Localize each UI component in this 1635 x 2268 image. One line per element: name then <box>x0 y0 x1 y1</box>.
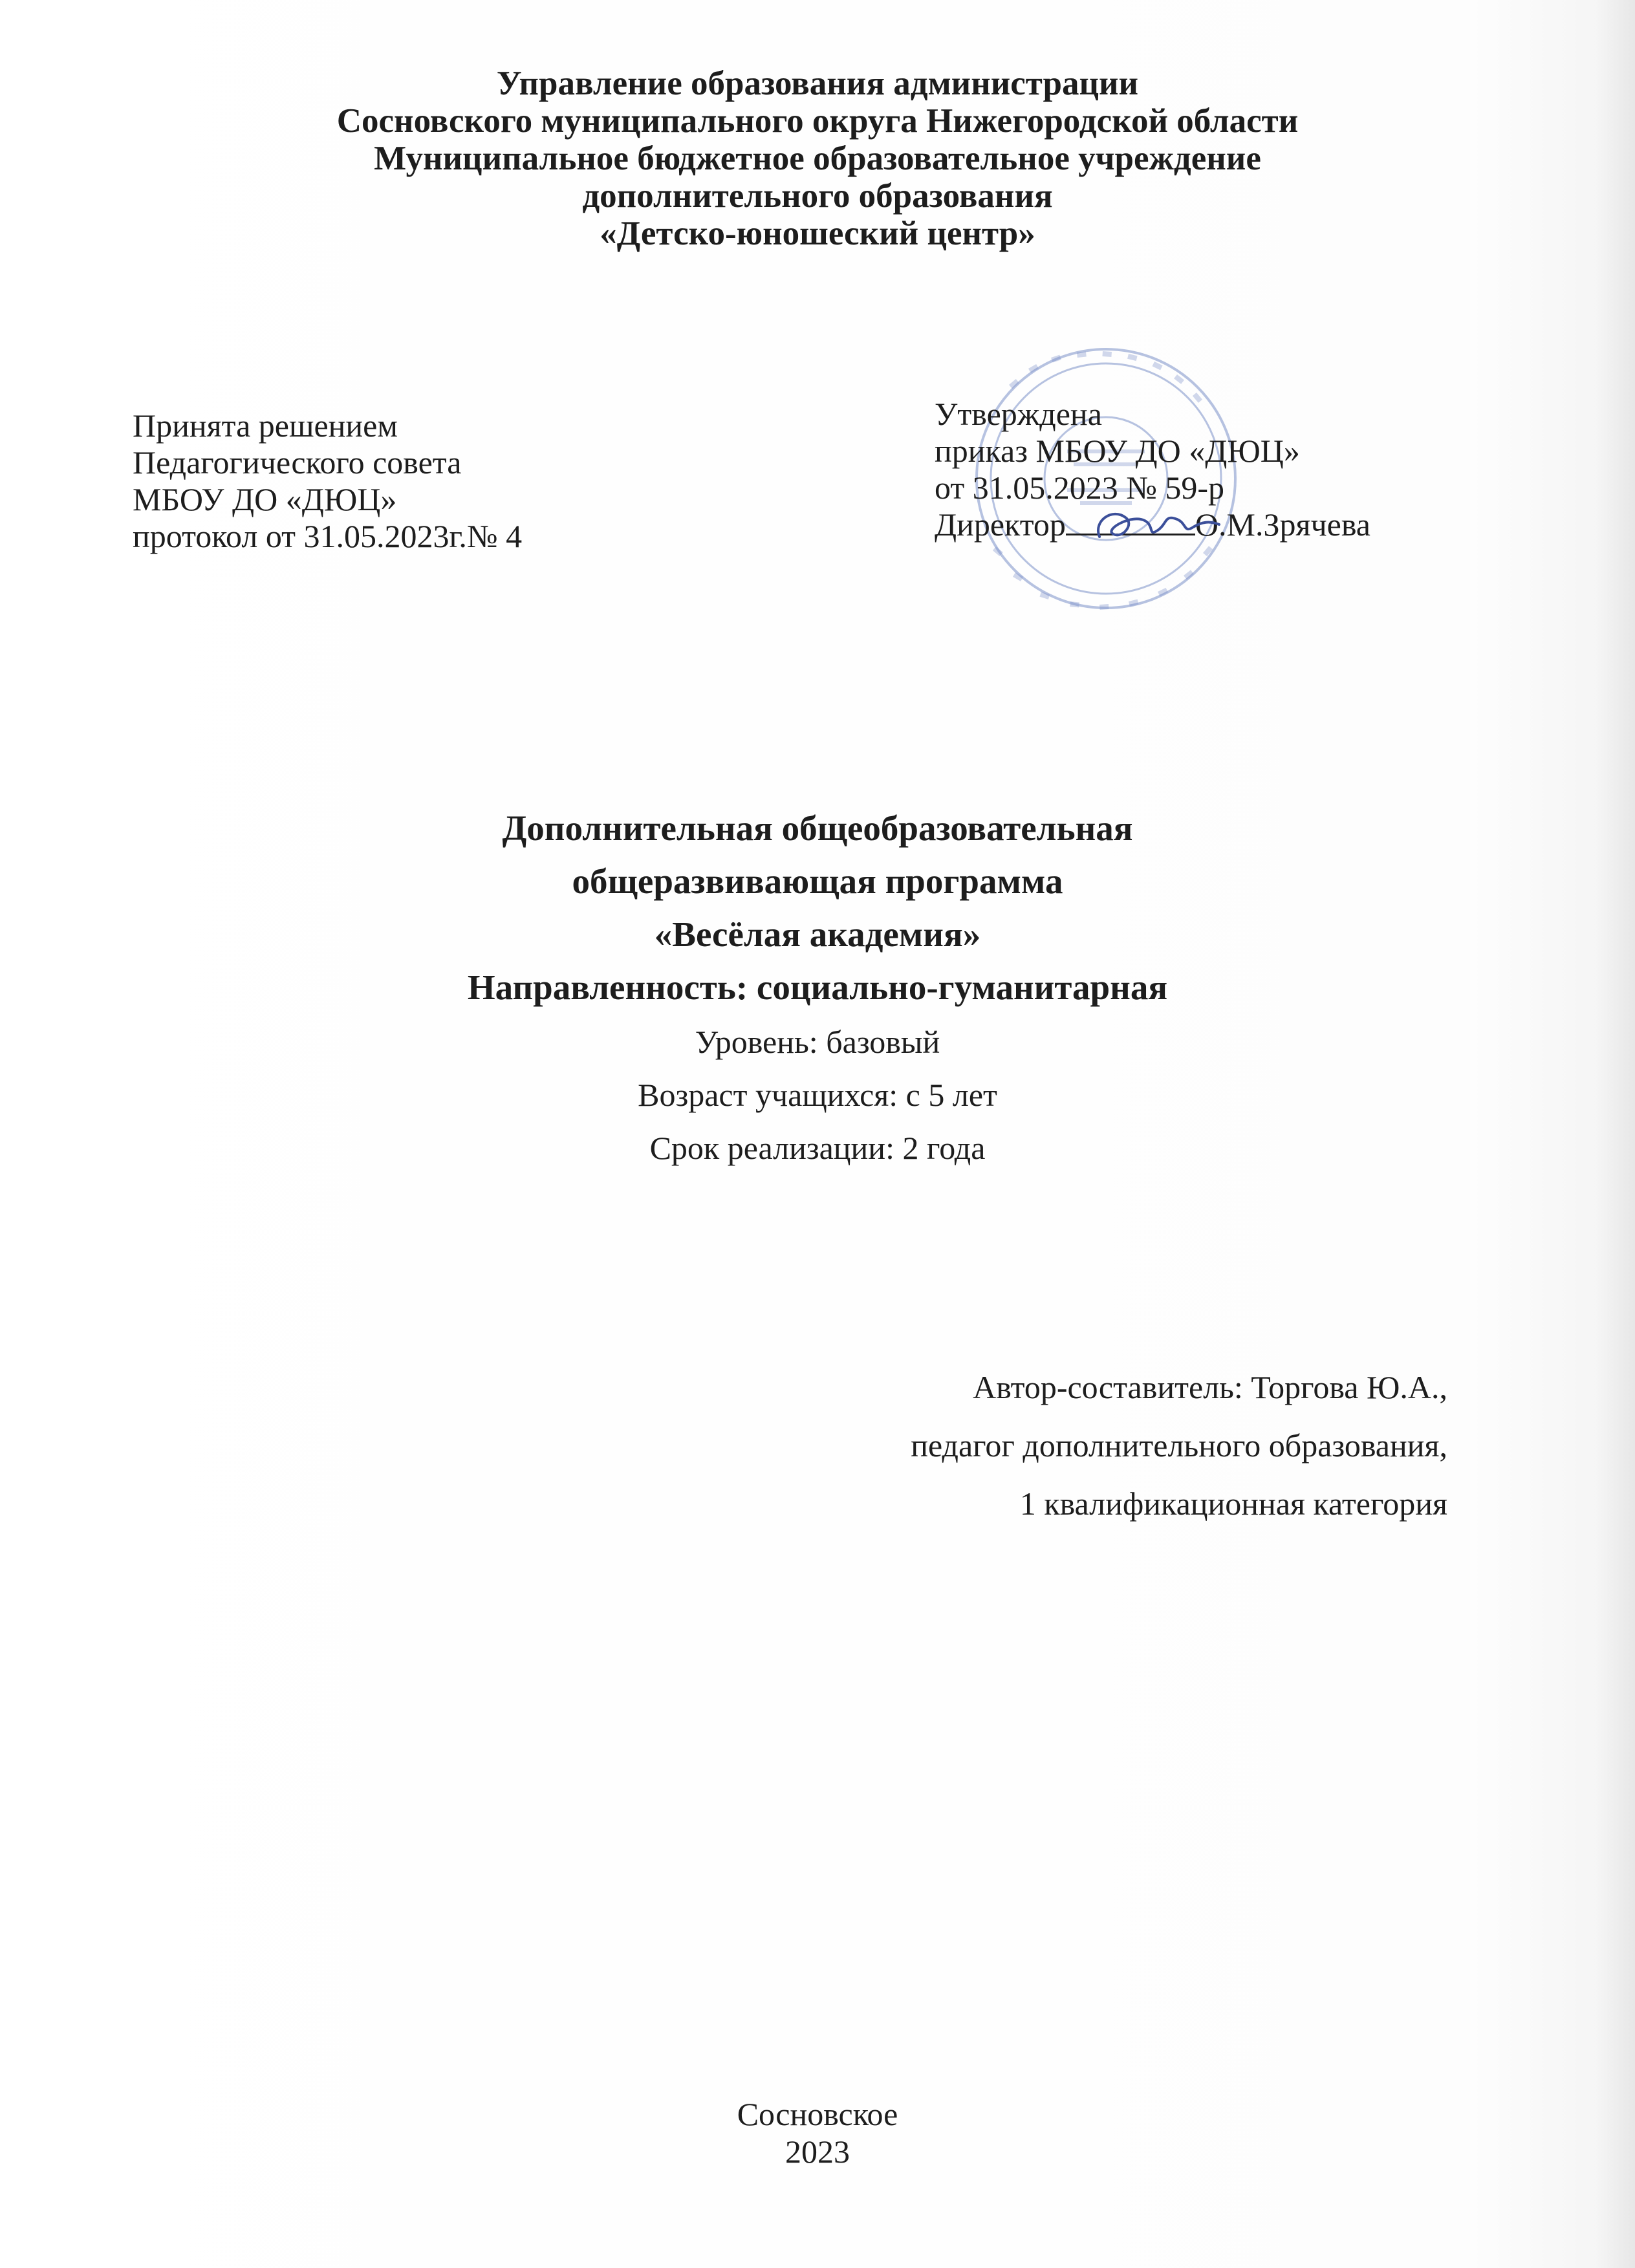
header-line-3: Муниципальное бюджетное образовательное учреждение <box>374 140 1261 177</box>
header-line-4: дополнительного образования <box>582 177 1053 215</box>
approval-right-line-1: Утверждена <box>935 396 1102 432</box>
author-line-3: 1 квалификационная категория <box>1019 1485 1447 1522</box>
program-term: Срок реализации: 2 года <box>649 1130 986 1166</box>
director-signature <box>1087 501 1229 553</box>
approval-pedagogical-council <box>133 407 522 555</box>
author-line-2: педагог дополнительного образования, <box>911 1427 1447 1463</box>
program-title-line-2: общеразвивающая программа <box>572 861 1063 901</box>
program-title-line-1: Дополнительная общеобразовательная <box>502 808 1133 848</box>
place-year-block <box>0 2095 1635 2170</box>
author-block <box>911 1358 1447 1533</box>
approval-left-line-3: МБОУ ДО «ДЮЦ» <box>133 481 397 517</box>
place: Сосновское <box>737 2096 898 2132</box>
approval-left-line-4: протокол от 31.05.2023г.№ 4 <box>133 518 523 554</box>
program-level: Уровень: базовый <box>695 1024 940 1060</box>
director-name: О.М.Зрячева <box>1195 506 1370 543</box>
program-title-block <box>0 802 1635 1014</box>
program-age: Возраст учащихся: с 5 лет <box>638 1077 997 1113</box>
approval-left-line-2: Педагогического совета <box>133 444 462 481</box>
header-line-2: Сосновского муниципального округа Нижегородской области <box>336 102 1299 140</box>
institution-header <box>0 65 1635 252</box>
year: 2023 <box>785 2133 850 2170</box>
author-line-1: Автор-составитель: Торгова Ю.А., <box>973 1369 1447 1405</box>
director-label: Директор <box>935 506 1066 543</box>
approval-right-line-2: приказ МБОУ ДО «ДЮЦ» <box>935 433 1300 469</box>
header-line-1: Управление образования администрации <box>496 65 1139 102</box>
approval-left-line-1: Принята решением <box>133 407 398 444</box>
program-direction: Направленность: социально-гуманитарная <box>467 967 1168 1007</box>
program-details-block <box>0 1015 1635 1174</box>
approval-right-line-3: от 31.05.2023 № 59-р <box>935 470 1225 506</box>
header-line-5: «Детско-юношеский центр» <box>600 215 1035 252</box>
program-name: «Весёлая академия» <box>654 914 981 954</box>
